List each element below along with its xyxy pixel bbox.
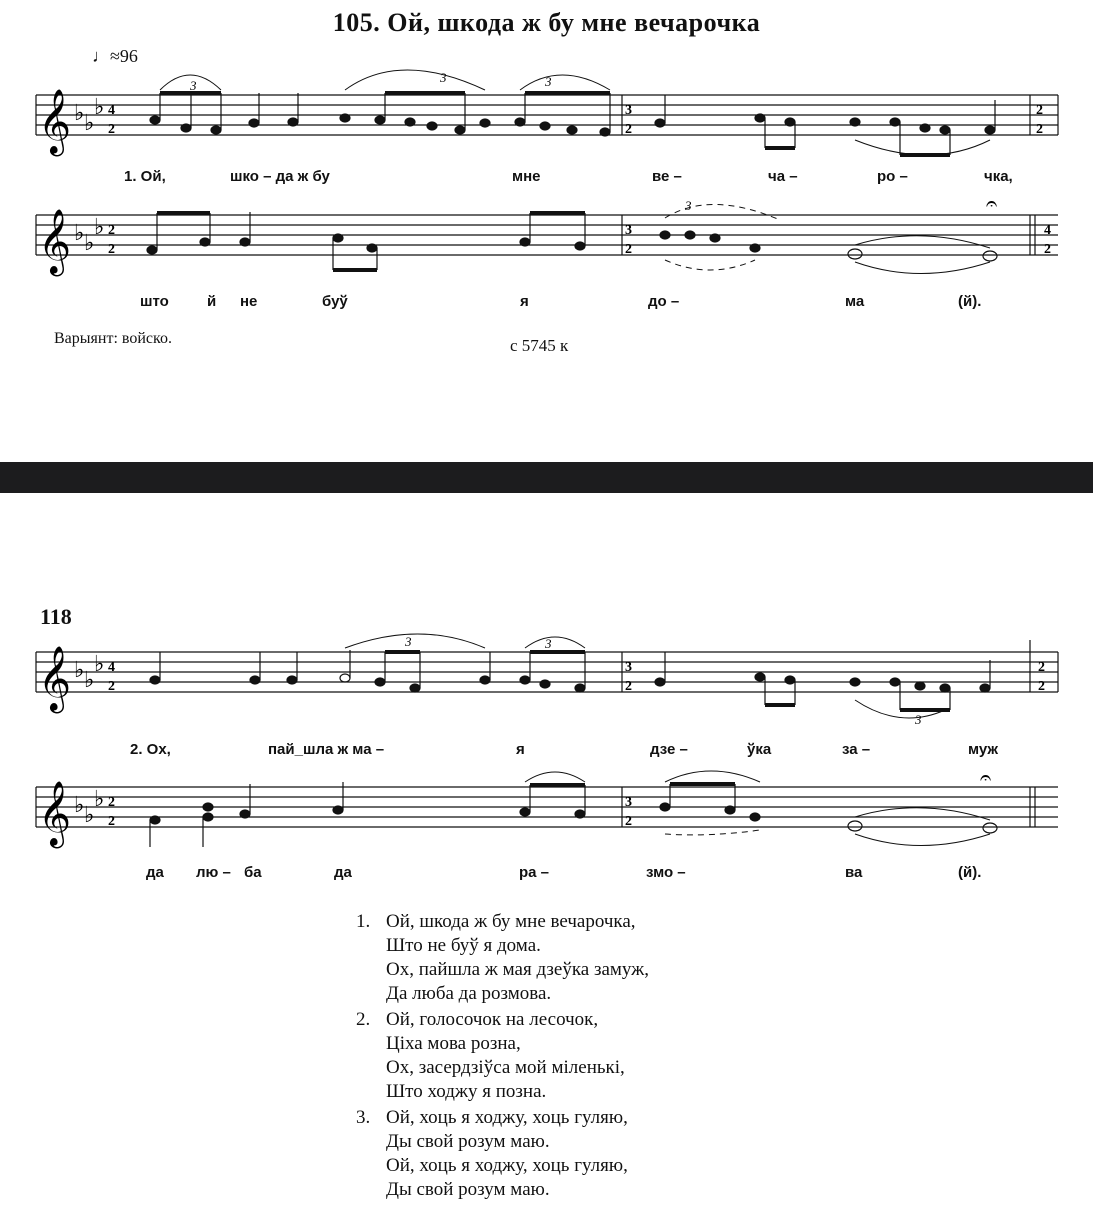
svg-text:4: 4	[1044, 223, 1051, 238]
lyric-syllable: дзе –	[650, 741, 688, 758]
svg-text:2: 2	[625, 679, 632, 694]
verse	[356, 1008, 649, 1104]
staff-system-1	[0, 60, 1093, 170]
lyric-syllable: да	[146, 864, 164, 881]
svg-text:2: 2	[1036, 122, 1043, 137]
svg-text:♭: ♭	[74, 220, 85, 245]
lyric-syllable: не	[240, 293, 258, 310]
lyric-syllable: я	[520, 293, 529, 310]
svg-text:2: 2	[625, 242, 632, 257]
svg-text:𝄞: 𝄞	[38, 781, 72, 846]
tempo-value: ≈96	[110, 46, 138, 66]
treble-clef-icon: 𝄞	[38, 89, 72, 154]
lyric-syllable: да	[334, 864, 352, 881]
verse-line: Што не буў я дома.	[386, 935, 541, 956]
verse-text-block	[356, 910, 649, 1204]
verse-line: Ох, пайшла ж мая дзеўка замуж,	[386, 959, 650, 980]
svg-text:2: 2	[625, 122, 632, 137]
svg-text:♭: ♭	[94, 94, 105, 119]
svg-text:3: 3	[915, 712, 922, 727]
lyric-syllable: буў	[322, 293, 348, 310]
lyric-syllable: шко – да ж бу	[230, 168, 330, 185]
svg-text:𝄞: 𝄞	[38, 646, 72, 711]
svg-text:2: 2	[108, 242, 115, 257]
svg-text:♭: ♭	[84, 110, 95, 135]
lyric-syllable: лю –	[196, 864, 231, 881]
verse-line: Ды свой розум маю.	[386, 1131, 550, 1152]
page-divider	[0, 462, 1093, 493]
catalog-number: c 5745 к	[510, 336, 569, 355]
lyric-syllable: ве –	[652, 168, 682, 185]
lyric-syllable: за –	[842, 741, 871, 758]
lyric-syllable: ра –	[519, 864, 550, 881]
svg-text:2: 2	[1036, 103, 1043, 118]
svg-text:♭: ♭	[74, 657, 85, 682]
verse-line: Ой, хоць я ходжу, хоць гуляю,	[386, 1155, 628, 1176]
page-number: 118	[40, 604, 72, 629]
svg-text:𝄞: 𝄞	[38, 209, 72, 274]
svg-text:♭: ♭	[94, 214, 105, 239]
lyric-syllable: я	[516, 741, 525, 758]
svg-text:3: 3	[625, 660, 632, 675]
lyric-syllable: (й).	[958, 864, 982, 881]
lyric-syllable: змо –	[646, 864, 686, 881]
svg-text:2: 2	[1038, 660, 1045, 675]
lyric-syllable: (й).	[958, 293, 982, 310]
verse-line: Ціха мова розна,	[386, 1033, 521, 1054]
verse-line: Ой, шкода ж бу мне вечарочка,	[386, 911, 636, 932]
staff-system-2	[0, 190, 1093, 300]
svg-text:3: 3	[685, 198, 692, 213]
lyric-syllable: мне	[512, 168, 541, 185]
svg-text:2: 2	[108, 795, 115, 810]
fermata-icon: 𝄐	[986, 193, 998, 215]
svg-text:3: 3	[405, 634, 412, 649]
verse	[356, 1106, 649, 1202]
svg-text:♭: ♭	[84, 802, 95, 827]
svg-text:3: 3	[625, 223, 632, 238]
staff-system-4	[0, 762, 1093, 872]
variant-note: Варыянт: войско.	[54, 330, 172, 347]
svg-text:2: 2	[1038, 679, 1045, 694]
svg-text:3: 3	[625, 103, 632, 118]
verse-line: Што ходжу я позна.	[386, 1081, 547, 1102]
svg-text:3: 3	[440, 70, 447, 85]
lyric-syllable: муж	[968, 741, 999, 758]
svg-text:2: 2	[1044, 242, 1051, 257]
svg-text:2: 2	[108, 679, 115, 694]
lyric-syllable: й	[207, 293, 217, 310]
svg-text:3: 3	[190, 78, 197, 93]
verse-number: 1.	[356, 911, 371, 932]
svg-text:♭: ♭	[84, 667, 95, 692]
lyric-syllable: ўка	[747, 741, 772, 758]
svg-text:2: 2	[625, 814, 632, 829]
svg-text:♭: ♭	[74, 100, 85, 125]
verse	[356, 910, 649, 1006]
song-title: 105. Ой, шкода ж бу мне вечарочка	[332, 8, 761, 37]
svg-text:𝄐: 𝄐	[980, 767, 992, 789]
verse-number: 2.	[356, 1009, 371, 1030]
lyric-syllable: ро –	[877, 168, 908, 185]
lyric-syllable: што	[140, 293, 169, 310]
svg-text:2: 2	[108, 223, 115, 238]
verse-line: Ох, засердзіўса мой міленькі,	[386, 1057, 625, 1078]
svg-text:4: 4	[108, 103, 115, 118]
lyric-syllable: 2. Ох,	[130, 741, 171, 758]
lyric-syllable: ча –	[768, 168, 798, 185]
verse-line: Ой, хоць я ходжу, хоць гуляю,	[386, 1107, 628, 1128]
lyric-syllable: ва	[845, 864, 863, 881]
lyric-syllable: ба	[244, 864, 262, 881]
lyric-syllable: чка,	[984, 168, 1013, 185]
verse-line: Ды свой розум маю.	[386, 1179, 550, 1200]
svg-text:♭: ♭	[84, 230, 95, 255]
svg-text:♭: ♭	[74, 792, 85, 817]
staff-system-3	[0, 630, 1093, 740]
lyric-syllable: пай_шла ж ма –	[268, 741, 385, 758]
svg-text:♭: ♭	[94, 786, 105, 811]
quarter-note-icon: ♩	[92, 46, 110, 66]
lyric-syllable: 1. Ой,	[124, 168, 166, 185]
lyric-syllable: до –	[648, 293, 680, 310]
svg-text:2: 2	[108, 814, 115, 829]
svg-text:4: 4	[108, 660, 115, 675]
svg-text:2: 2	[108, 122, 115, 137]
svg-text:3: 3	[545, 636, 552, 651]
lyric-syllable: ма	[845, 293, 865, 310]
verse-line: Да люба да розмова.	[386, 983, 552, 1004]
svg-text:3: 3	[545, 74, 552, 89]
svg-text:♭: ♭	[94, 651, 105, 676]
svg-text:3: 3	[625, 795, 632, 810]
verse-number: 3.	[356, 1107, 371, 1128]
verse-line: Ой, голосочок на лесочок,	[386, 1009, 599, 1030]
